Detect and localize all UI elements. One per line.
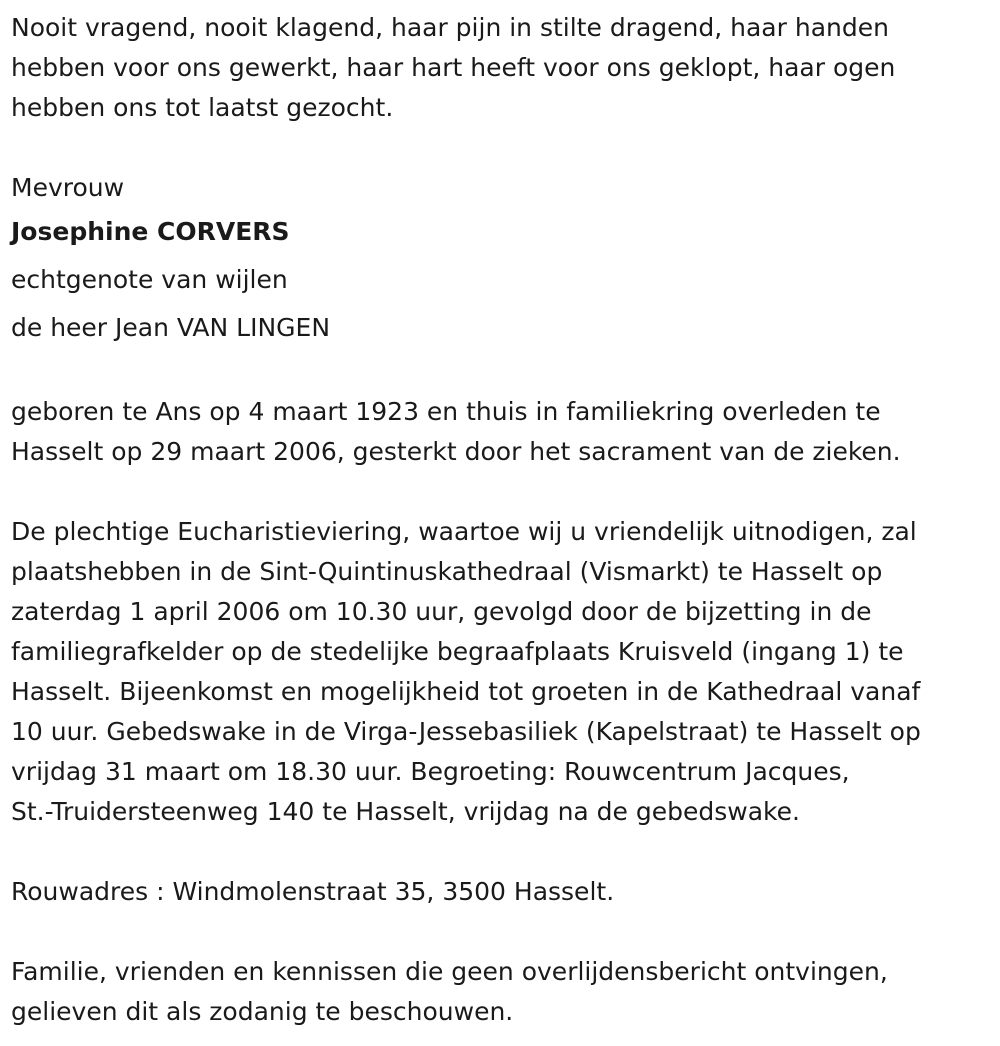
spacer — [11, 912, 996, 952]
birth-death-line: Hasselt op 29 maart 2006, gesterkt door het sacrament van de zieken. — [11, 437, 901, 466]
birth-death-line: geboren te Ans op 4 maart 1923 en thuis in familiekring overleden te — [11, 397, 881, 426]
ceremony-line: plaatshebben in de Sint-Quintinuskathedraal (Vismarkt) te Hasselt op — [11, 557, 883, 586]
motto-paragraph — [11, 8, 996, 128]
deceased-name: Josephine CORVERS — [11, 217, 290, 246]
spacer — [11, 472, 996, 512]
closing-line: gelieven dit als zodanig te beschouwen. — [11, 997, 514, 1026]
address-paragraph — [11, 872, 996, 912]
spacer — [11, 128, 996, 168]
ceremony-line: familiegrafkelder op de stedelijke begraafplaats Kruisveld (ingang 1) te — [11, 637, 904, 666]
ceremony-line: zaterdag 1 april 2006 om 10.30 uur, gevolgd door de bijzetting in de — [11, 597, 872, 626]
motto-line: hebben ons tot laatst gezocht. — [11, 93, 394, 122]
spacer — [11, 832, 996, 872]
ceremony-line: 10 uur. Gebedswake in de Virga-Jessebasiliek (Kapelstraat) te Hasselt op — [11, 717, 921, 746]
ceremony-line: Hasselt. Bijeenkomst en mogelijkheid tot groeten in de Kathedraal vanaf — [11, 677, 921, 706]
ceremony-line: St.-Truidersteenweg 140 te Hasselt, vrijdag na de gebedswake. — [11, 797, 800, 826]
death-notice — [11, 8, 996, 1032]
ceremony-line: vrijdag 31 maart om 18.30 uur. Begroeting: Rouwcentrum Jacques, — [11, 757, 850, 786]
motto-line: Nooit vragend, nooit klagend, haar pijn in stilte dragend, haar handen — [11, 13, 889, 42]
mourning-address: Rouwadres : Windmolenstraat 35, 3500 Hasselt. — [11, 877, 615, 906]
closing-line: Familie, vrienden en kennissen die geen overlijdensbericht ontvingen, — [11, 957, 888, 986]
ceremony-paragraph — [11, 512, 996, 832]
motto-line: hebben voor ons gewerkt, haar hart heeft voor ons geklopt, haar ogen — [11, 53, 896, 82]
relation: echtgenote van wijlen — [11, 265, 288, 294]
salutation: Mevrouw — [11, 173, 125, 202]
closing-paragraph — [11, 952, 996, 1032]
person-block — [11, 168, 996, 352]
spacer — [11, 352, 996, 392]
spouse-name: de heer Jean VAN LINGEN — [11, 313, 331, 342]
ceremony-line: De plechtige Eucharistieviering, waartoe wij u vriendelijk uitnodigen, zal — [11, 517, 917, 546]
birth-death-paragraph — [11, 392, 996, 472]
